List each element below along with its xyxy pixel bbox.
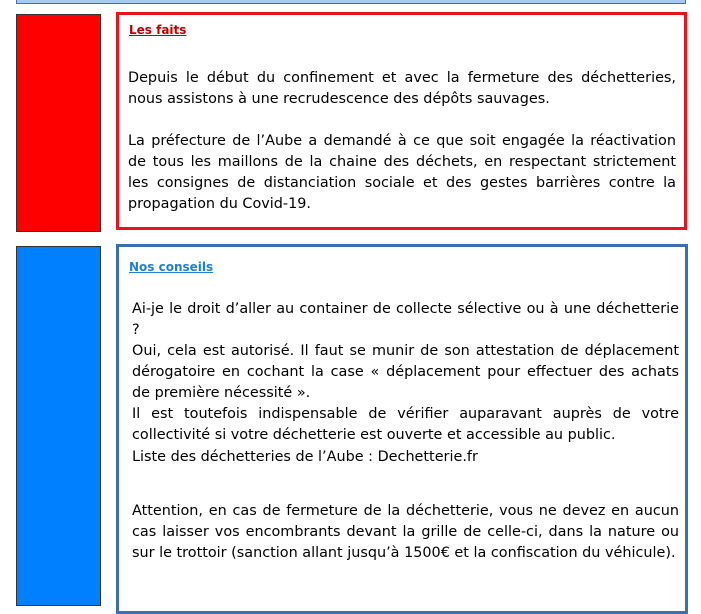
top-strip	[16, 0, 686, 4]
conseils-box	[116, 244, 688, 614]
conseils-title: Nos conseils	[129, 260, 214, 274]
conseils-paragraph-1	[132, 299, 679, 446]
dechetterie-link[interactable]: Dechetterie.fr	[377, 449, 478, 465]
red-side-block	[16, 14, 101, 232]
conseils-list-line	[132, 447, 679, 468]
blue-side-block	[16, 246, 101, 606]
faits-box	[116, 12, 687, 230]
conseils-answer: Oui, cela est autorisé. Il faut se munir de son attestation de déplacement dérogatoire en cochant la case « déplacement pour effectuer des achats de première nécessité ».	[132, 343, 679, 401]
list-label: Liste des déchetteries de l’Aube :	[132, 449, 378, 465]
conseils-note: Il est toutefois indispensable de vérifier auparavant auprès de votre collectivité si votre déchetterie est ouverte et accessible au public.	[132, 406, 679, 443]
faits-paragraph-1: Depuis le début du confinement et avec la fermeture des déchetteries, nous assistons à une recrudescence des dépôts sauvages.	[128, 70, 676, 107]
faits-paragraph-2: La préfecture de l’Aube a demandé à ce que soit engagée la réactivation de tous les maillons de la chaine des déchets, en respectant strictement les consignes de distanciation sociale et des gestes barrières contre la propagation du Covid-19.	[128, 133, 676, 212]
conseils-question: Ai-je le droit d’aller au container de collecte sélective ou à une déchetterie ?	[132, 301, 679, 338]
faits-title: Les faits	[129, 23, 187, 37]
conseils-warning: Attention, en cas de fermeture de la déchetterie, vous ne devez en aucun cas laisser vos encombrants devant la grille de celle-ci, dans la nature ou sur le trottoir (sanction allant jusqu’à 1500€ et la confiscation du véhicule).	[132, 503, 679, 561]
